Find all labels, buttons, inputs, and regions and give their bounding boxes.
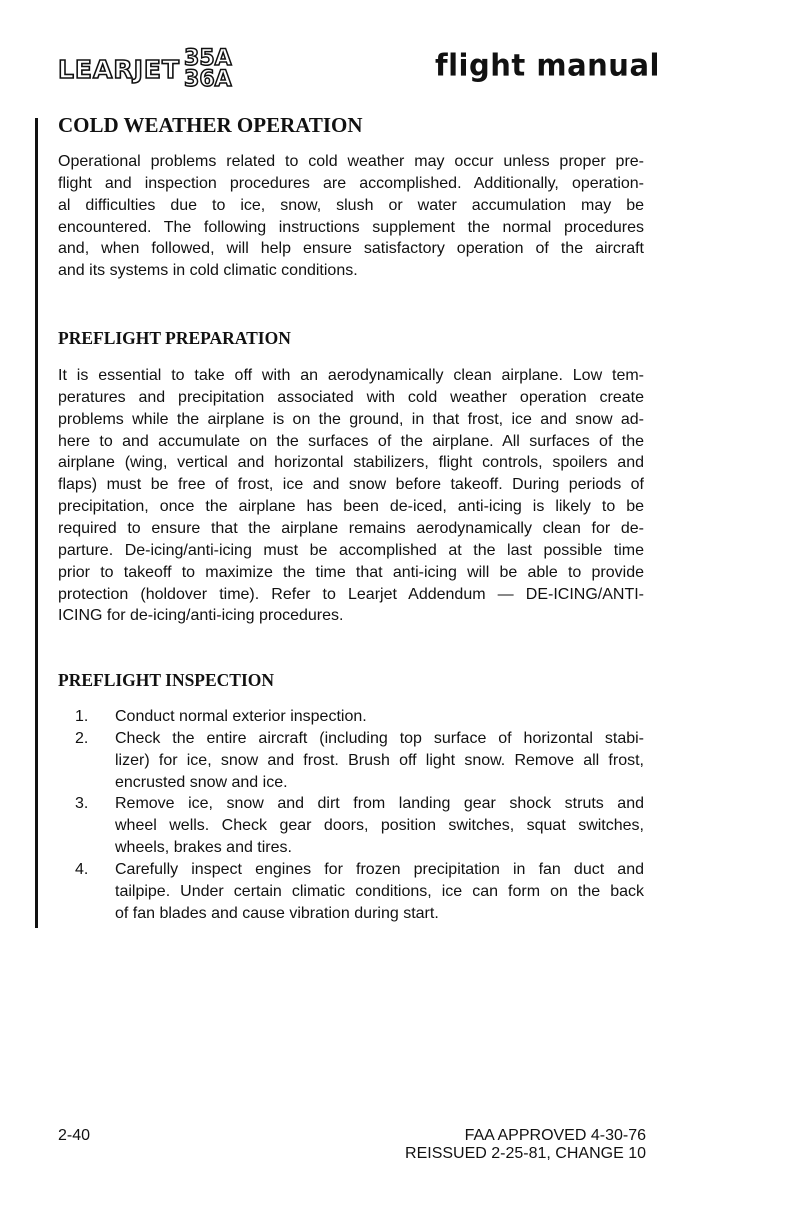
preparation-line: required to ensure that the airplane remains aerodynamically clean for de- [58,519,644,537]
logo-model: 35A [184,46,232,71]
inspection-item-line: Check the entire aircraft (including top surface of horizontal stabi- [115,729,644,747]
preparation-line: precipitation, once the airplane has been de-iced, anti-icing is likely to be [58,498,644,516]
preparation-line: peratures and precipitation associated with cold weather operation create [58,388,644,406]
preparation-line: parture. De-icing/anti-icing must be accomplished at the last possible time [58,541,644,559]
inspection-item-line: wheel wells. Check gear doors, position switches, squat switches, [115,817,644,835]
intro-line: Operational problems related to cold weather may occur unless proper pre- [58,153,644,170]
inspection-item-line: tailpipe. Under certain climatic conditions, ice can form on the back [115,882,644,900]
inspection-item-line: encrusted snow and ice. [115,773,288,791]
logo-model: 36A [184,67,232,92]
manual-title: flight manual [435,47,660,83]
intro-line: and its systems in cold climatic conditions. [58,262,358,280]
preparation-heading: PREFLIGHT PREPARATION [58,328,291,348]
inspection-item-line: of fan blades and cause vibration during start. [115,904,439,922]
preparation-line: It is essential to take off with an aerodynamically clean airplane. Low tem- [58,367,644,384]
inspection-item-line: lizer) for ice, snow and frost. Brush off light snow. Remove all frost, [115,751,644,769]
inspection-item-line: wheels, brakes and tires. [115,839,292,857]
list-number: 4. [75,860,89,878]
list-number: 1. [75,708,89,725]
preparation-line: ICING for de-icing/anti-icing procedures. [58,607,344,625]
logo-brand: LEARJET [58,54,181,84]
learjet-logo [58,48,232,90]
inspection-item-line: Carefully inspect engines for frozen precipitation in fan duct and [115,860,644,878]
intro-line: and, when followed, will help ensure satisfactory operation of the aircraft [58,240,644,258]
intro-line: encountered. The following instructions supplement the normal procedures [58,218,644,236]
page-number: 2-40 [58,1127,91,1144]
change-bar [35,118,38,928]
faa-approval: FAA APPROVED 4-30-76 [464,1127,646,1144]
intro-line: flight and inspection procedures are accomplished. Additionally, operation- [58,174,644,192]
list-number: 2. [75,729,89,747]
inspection-item-line: Remove ice, snow and dirt from landing gear shock struts and [115,795,644,813]
inspection-item-line: Conduct normal exterior inspection. [115,708,367,725]
preparation-line: problems while the airplane is on the ground, in that frost, ice and snow ad- [58,410,644,428]
intro-line: al difficulties due to ice, snow, slush or water accumulation may be [58,196,644,214]
preparation-line: prior to takeoff to maximize the time that anti-icing will be able to provide [58,563,644,581]
preparation-line: flaps) must be free of frost, ice and snow before takeoff. During periods of [58,476,644,494]
reissue-note: REISSUED 2-25-81, CHANGE 10 [405,1145,646,1162]
preparation-line: protection (holdover time). Refer to Learjet Addendum — DE-ICING/ANTI- [58,585,644,603]
inspection-heading: PREFLIGHT INSPECTION [58,670,275,690]
preparation-line: here to and accumulate on the surfaces of the airplane. All surfaces of the [58,432,644,450]
list-number: 3. [75,795,89,813]
section-title: COLD WEATHER OPERATION [58,113,363,137]
preparation-line: airplane (wing, vertical and horizontal stabilizers, flight controls, spoilers and [58,454,644,472]
